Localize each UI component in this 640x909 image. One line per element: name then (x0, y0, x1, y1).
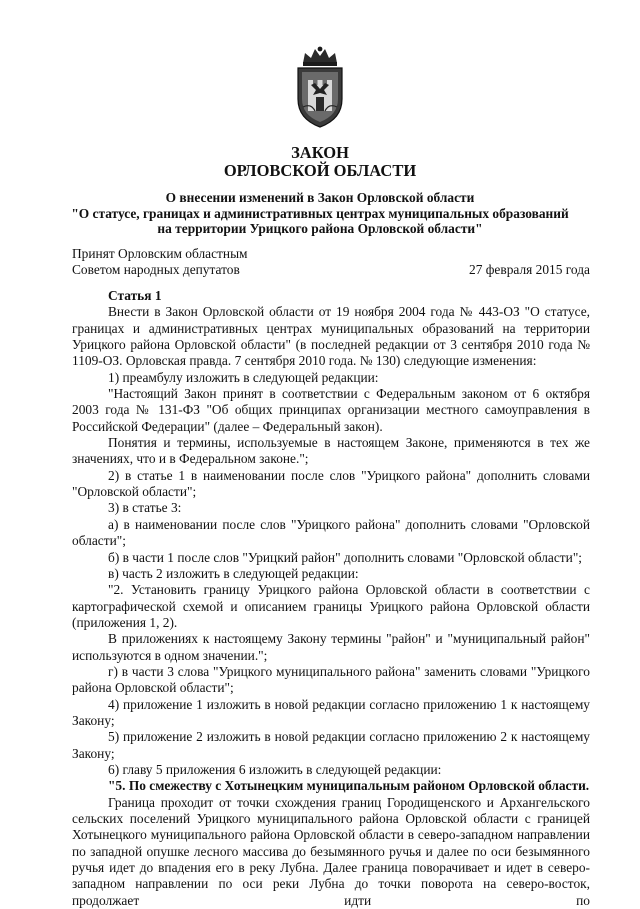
subtitle-line-2: "О статусе, границах и административных центрах муниципальных образований (71, 205, 569, 221)
subtitle-line-1: О внесении изменений в Закон Орловской области (165, 190, 475, 205)
paragraph: Внести в Закон Орловской области от 19 ноября 2004 года № 443-ОЗ "О статусе, границах и административных центрах муниципальных образований на территории Урицкого района Орловской области" (в последней редакции от 3 сентября 2010 года № 1109-ОЗ. Орловская правда. 7 сентября 2010 года. № 130) следующие изменения: (72, 304, 590, 369)
paragraph: "Настоящий Закон принят в соответствии с Федеральным законом от 6 октября 2003 года № 131-ФЗ "Об общих принципах организации местного самоуправления в Российской Федерации" (далее – Федеральный закон). (72, 386, 590, 434)
paragraph: 2) в статье 1 в наименовании после слов "Урицкого района" дополнить словами "Орловской области"; (72, 467, 590, 500)
adoption-date: 27 февраля 2015 года (469, 262, 590, 277)
paragraph: г) в части 3 слова "Урицкого муниципального района" заменить словами "Урицкого района Орловской области"; (72, 663, 590, 696)
quoted-chapter-heading: "5. По смежеству с Хотынецким муниципальным районом Орловской области. (108, 778, 590, 794)
article-body (72, 288, 590, 909)
paragraph: "2. Установить границу Урицкого района Орловской области в соответствии с картографической схемой и описанием границы Урицкого района Орловской области (приложения 1, 2). (72, 582, 590, 630)
paragraph: 3) в статье 3: (108, 500, 182, 516)
paragraph: Понятия и термины, используемые в настоящем Законе, применяются в тех же значениях, что и в Федеральном законе."; (72, 435, 590, 467)
paragraph: 5) приложение 2 изложить в новой редакции согласно приложению 2 к настоящему Закону; (72, 729, 590, 761)
adopted-line-1: Принят Орловским областным (72, 246, 248, 261)
subtitle-line-3: на территории Урицкого района Орловской области" (157, 221, 483, 237)
paragraph: В приложениях к настоящему Закону термины "район" и "муниципальный район" используются в одном значении."; (72, 631, 590, 663)
paragraph: в) часть 2 изложить в следующей редакции: (108, 565, 359, 581)
boundary-description: Граница проходит от точки схождения границ Городищенского и Архангельского сельских поселений Урицкого муниципального района Орловской области с границей Хотынецкого муниципального района Орловской области в северо-западном направлении по западной опушке лесного массива до безымянного ручья и далее по оси безымянного ручья идет до впадения его в реку Лубна. Далее граница поворачивает и идет в северо-западном направлении по оси реки Лубна до точки поворота на северо-восток, продолжает идти по (72, 794, 590, 908)
oryol-region-coat-of-arms-icon (293, 45, 347, 129)
law-title (0, 144, 640, 180)
adoption-block (72, 246, 590, 278)
law-subtitle (40, 190, 600, 237)
paragraph: 4) приложение 1 изложить в новой редакции согласно приложению 1 к настоящему Закону; (72, 696, 590, 728)
paragraph: 6) главу 5 приложения 6 изложить в следующей редакции: (108, 761, 442, 777)
title-line-2: ОРЛОВСКОЙ ОБЛАСТИ (223, 161, 417, 180)
paragraph: 1) преамбулу изложить в следующей редакции: (108, 369, 379, 385)
paragraph: б) в части 1 после слов "Урицкий район" дополнить словами "Орловской области"; (108, 549, 582, 565)
article-heading: Статья 1 (108, 288, 162, 303)
paragraph: а) в наименовании после слов "Урицкого района" дополнить словами "Орловской области"; (72, 516, 590, 549)
title-line-1: ЗАКОН (291, 143, 349, 162)
adopted-line-2: Советом народных депутатов (72, 262, 240, 277)
